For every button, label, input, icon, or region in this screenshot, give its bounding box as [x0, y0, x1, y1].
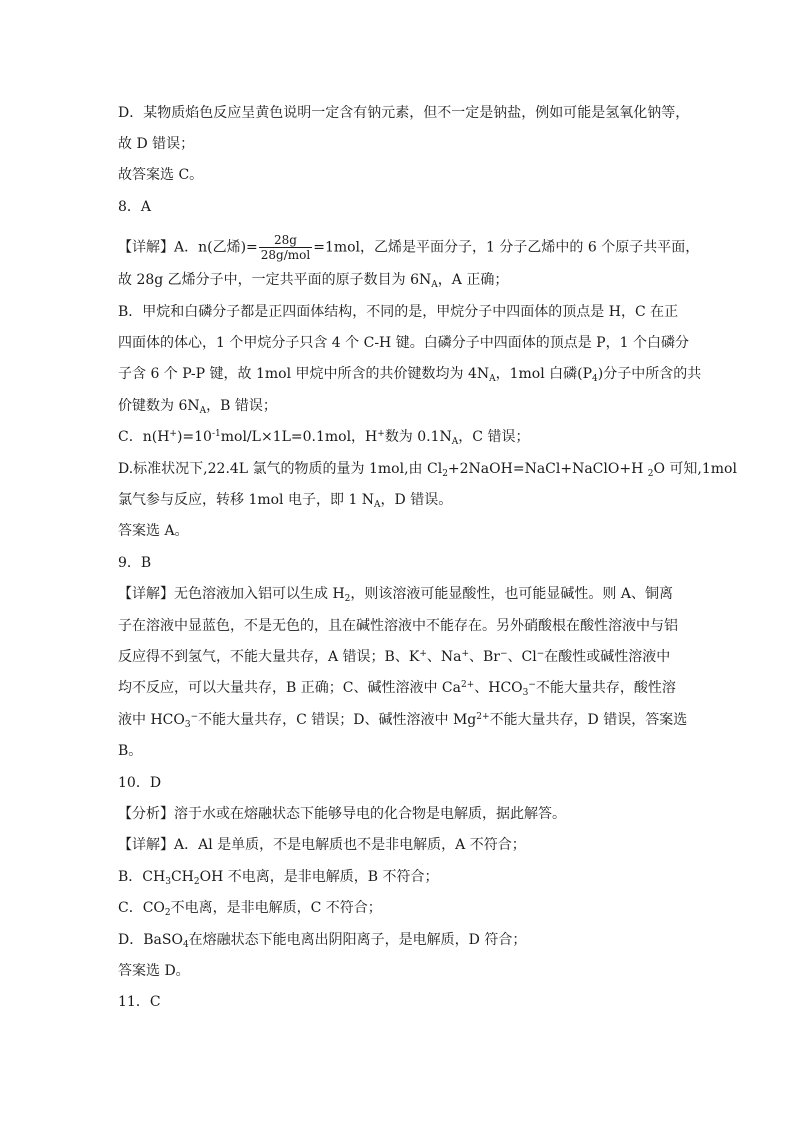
- text-line: C．$n(H^+)=10^{-1}mol/L\times 1L=0.1mol$，H+数为 $0.1N_A$，C 错误；: [118, 429, 530, 447]
- text-line: 价键数为 $6N_A$，B 错误；: [118, 398, 277, 416]
- text-line: 子含 6 个 P-P 键，故 1mol 甲烷中所含的共价键数均为 $4N_A$，1mol 白磷$(P_4)$分子中所含的共: [118, 366, 702, 384]
- question-number: 10．D: [118, 775, 162, 791]
- text-line: 故 28g 乙烯分子中，一定共平面的原子数目为 $6N_A$，A 正确；: [118, 272, 509, 290]
- text-line: 反应得不到氢气，不能大量共存，A 错误；B、K+、Na+、Br−、Cl−在酸性或碱性溶液中: [118, 649, 671, 665]
- text-line: 四面体的体心，1 个甲烷分子只含 4 个 C-H 键。白磷分子中四面体的顶点是 P，1 个白磷分: [118, 335, 689, 351]
- text-line: D.标准状况下,22.4L 氯气的物质的量为 1mol,由 $Cl_2+2NaOH=NaCl+NaClO+H$ $_2$O 可知,1mol: [118, 461, 737, 479]
- fraction: $\frac{28g}{\text{28g/mol}}$: [260, 233, 311, 262]
- text-line: 【详解】无色溶液加入铝可以生成 $H_2$，则该溶液可能显酸性，也可能显碱性。则 A、铜离: [118, 586, 673, 604]
- text-line: 液中 $HCO_3^-$不能大量共存，C 错误；D、碱性溶液中 $Mg^{2+}$不能大量共存，D 错误，答案选: [118, 712, 688, 730]
- text-line: 【详解】A．n(乙烯)= $\frac{28g}{\text{28g/mol}}$ =1mol，乙烯是平面分子，1 分子乙烯中的 6 个原子共平面，: [118, 233, 700, 262]
- text-line: 【详解】A．Al 是单质，不是电解质也不是非电解质，A 不符合；: [118, 837, 526, 853]
- text-line: B．甲烷和白磷分子都是正四面体结构，不同的是，甲烷分子中四面体的顶点是 H，C 在正: [118, 304, 679, 320]
- text-line: D．某物质焰色反应呈黄色说明一定含有钠元素，但不一定是钠盐，例如可能是氢氧化钠等，: [118, 105, 690, 121]
- text-line: C．$CO_2$不电离，是非电解质，C 不符合；: [118, 900, 382, 918]
- text-line: B。: [118, 743, 143, 759]
- text-line: 氯气参与反应，转移 1mol 电子，即 1 $N_A$，D 错误。: [118, 492, 453, 510]
- question-number: 11．C: [118, 994, 161, 1010]
- text-line: 【分析】溶于水或在熔融状态下能够导电的化合物是电解质，据此解答。: [118, 806, 566, 822]
- text-line: B．$CH_3CH_2OH$ 不电离，是非电解质，B 不符合；: [118, 869, 439, 887]
- text-line: 均不反应，可以大量共存，B 正确；C、碱性溶液中 $Ca^{2+}$、$HCO_3^-$不能大量共存，酸性溶: [118, 680, 676, 698]
- text-line: D．BaSO$_4$在熔融状态下能电离出阴阳离子，是电解质，D 符合；: [118, 932, 527, 950]
- text-line: 答案选 D。: [118, 963, 190, 979]
- question-number: 8．A: [118, 199, 152, 215]
- text-line: 故答案选 C。: [118, 167, 204, 183]
- text-line: 答案选 A。: [118, 523, 189, 539]
- text-line: 子在溶液中显蓝色，不是无色的，且在碱性溶液中不能存在。另外硝酸根在酸性溶液中与铝: [118, 618, 678, 634]
- question-number: 9．B: [118, 555, 152, 571]
- text-line: 故 D 错误；: [118, 136, 195, 152]
